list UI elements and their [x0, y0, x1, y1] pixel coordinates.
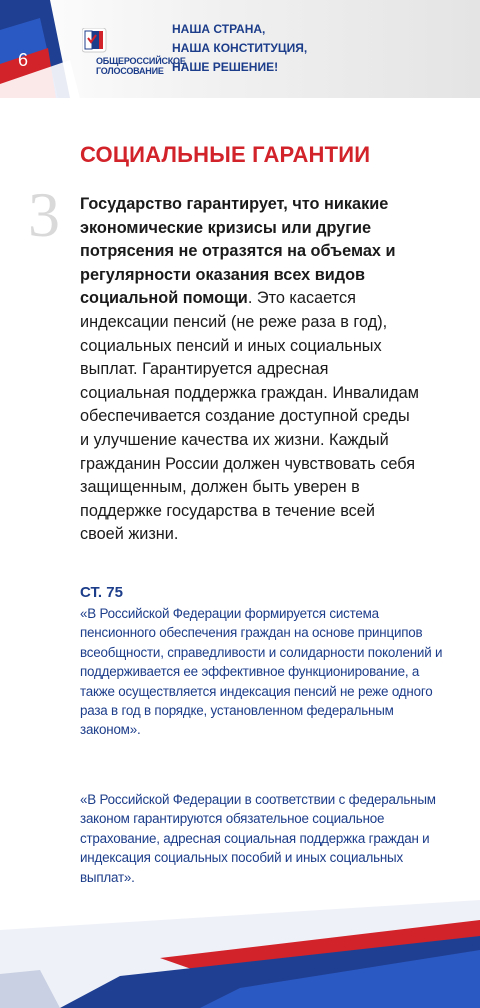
article-label: СТ. 75 [80, 584, 123, 601]
logo-line-1: ОБЩЕРОССИЙСКОЕ [96, 56, 186, 66]
slogan [172, 20, 372, 77]
section-title: СОЦИАЛЬНЫЕ ГАРАНТИИ [80, 142, 371, 167]
header [0, 0, 480, 98]
main-text-body: . Это касается индексации пенсий (не реже раза в год), социальных пенсий и иных социальных выплат. Гарантируется адресная социальная поддержка граждан. Инвалидам обеспечивается создание доступной среды и улучшение качества их жизни. Каждый гражданин России должен чувствовать себя защищенным, должен быть уверен в поддержке государства в течение всей своей жизни. [80, 289, 419, 544]
logo-text [96, 56, 186, 76]
article-quote-1: «В Российской Федерации формируется система пенсионного обеспечения граждан на основе принципов всеобщности, справедливости и солидарности поколений и поддерживается ее эффективное функционирование, а также осуществляется индексация пенсий не реже одного раза в год в порядке, установленном федеральным законом». [80, 606, 443, 738]
slogan-line-1: НАША СТРАНА, [172, 22, 266, 36]
main-text [80, 193, 420, 547]
main-text-bold: Государство гарантирует, что никакие экономические кризисы или другие потрясения не отразятся на объемах и регулярности оказания всех видов социальной помощи [80, 195, 396, 308]
page-number: 6 [18, 50, 29, 70]
article-quote-2: «В Российской Федерации в соответствии с федеральным законом гарантируются обязательное социальное страхование, адресная социальная поддержка граждан и индексация социальных пособий и иных социальных выплат». [80, 792, 436, 885]
logo-line-2: ГОЛОСОВАНИЕ [96, 66, 164, 76]
section-number: 3 [28, 179, 60, 250]
slogan-line-3: НАШЕ РЕШЕНИЕ! [172, 60, 279, 74]
slogan-line-2: НАША КОНСТИТУЦИЯ, [172, 41, 308, 55]
footer-stripes [0, 880, 480, 1008]
